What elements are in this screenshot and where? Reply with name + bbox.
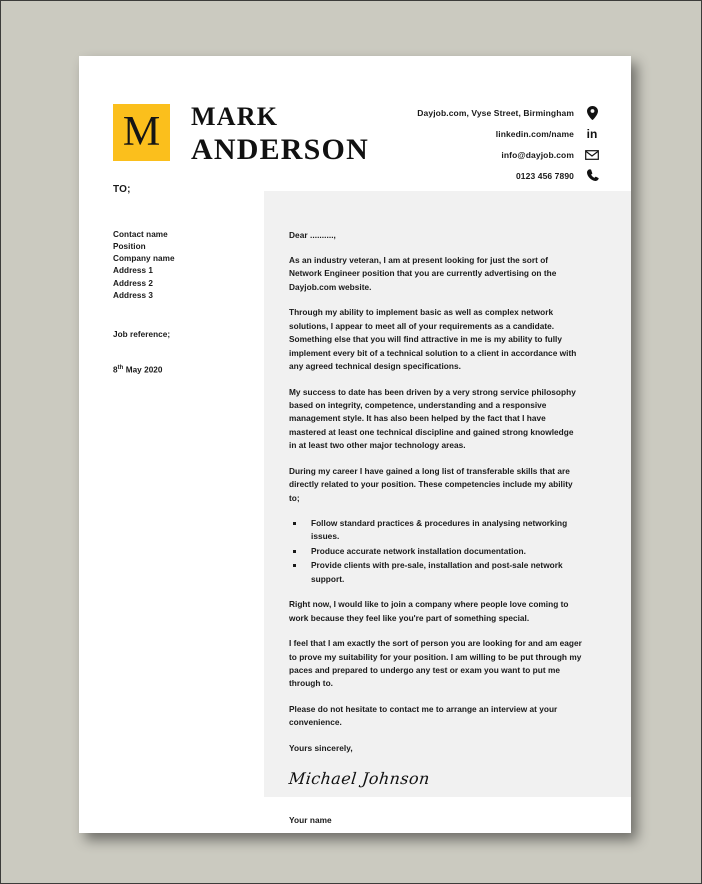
- letter-content: [289, 230, 582, 825]
- letter-paragraph: During my career I have gained a long list of transferable skills that are directly related to your position. These competencies include my ability to;: [289, 465, 573, 503]
- letter-paragraph: Right now, I would like to join a company where people love coming to work because they feel like you're part of something special.: [289, 599, 569, 623]
- monogram-letter: M: [122, 108, 161, 155]
- list-item: Provide clients with pre-sale, installation and post-sale network support.: [289, 559, 582, 586]
- date-suffix: th: [117, 364, 124, 371]
- letter-paragraph: Through my ability to implement basic as well as complex network solutions, I appear to meet all of your requirements as a candidate. Something else that you will find attractive in me is my ability to fully implement every bit of a technical solution to a client in accordance with any agreed technical design specifications.: [289, 307, 577, 372]
- cover-letter-page: [79, 56, 631, 833]
- address-line: Address 1: [113, 266, 154, 276]
- applicant-name: [191, 102, 369, 166]
- your-name-placeholder: Your name: [289, 814, 332, 825]
- linkedin-icon: in: [586, 126, 598, 141]
- salutation: Dear ..........,: [289, 230, 336, 240]
- applicant-first-name: MARK: [191, 102, 279, 131]
- address-line: Address 3: [113, 290, 154, 300]
- contact-details: [349, 104, 599, 188]
- letter-paragraph: As an industry veteran, I am at present looking for just the sort of Network Engineer position that you are currently advertising on the Dayjob.com website.: [289, 255, 557, 292]
- date-day: 8: [113, 365, 118, 375]
- contact-row-linkedin[interactable]: [349, 125, 599, 142]
- phone-icon: [585, 169, 599, 183]
- letter-paragraph: My success to date has been driven by a very strong service philosophy based on integrity, competence, understanding and a responsive management style. It has also been helped by the fact that I have mastered at least one technical discipline and gained strong knowledge in at least two other major technology areas.: [289, 386, 576, 451]
- contact-row-email[interactable]: [349, 146, 599, 163]
- applicant-last-name: ANDERSON: [191, 132, 369, 166]
- contact-row-phone: [349, 167, 599, 184]
- address-line: Address 2: [113, 278, 154, 288]
- signature: Michael Johnson: [288, 768, 431, 788]
- recipient-block: [113, 184, 273, 375]
- letter-paragraph: Please do not hesitate to contact me to arrange an interview at your convenience.: [289, 703, 558, 728]
- location-pin-icon: [585, 106, 599, 120]
- letter-header: [79, 56, 631, 191]
- envelope-icon: [585, 148, 599, 162]
- competency-list: [289, 517, 582, 586]
- contact-row-address: [349, 104, 599, 121]
- address-line: Contact name: [113, 230, 168, 239]
- to-label: TO;: [113, 184, 131, 195]
- letter-paragraph: I feel that I am exactly the sort of person you are looking for and am eager to prove my suitability for your position. I am willing to be put through my paces and prepared to undergo any test or exam you want to put me through to.: [289, 638, 582, 689]
- address-line: Company name: [113, 254, 175, 264]
- contact-email-text: info@dayjob.com: [501, 149, 574, 160]
- date-rest: May 2020: [123, 365, 163, 375]
- monogram-logo: [113, 104, 170, 161]
- contact-linkedin-text: linkedin.com/name: [495, 128, 574, 139]
- letter-date: [113, 365, 273, 375]
- sign-off: Yours sincerely,: [289, 742, 353, 753]
- contact-phone-text: 0123 456 7890: [515, 170, 574, 181]
- contact-address-text: Dayjob.com, Vyse Street, Birmingham: [417, 107, 574, 118]
- letter-body-panel: [264, 191, 631, 825]
- list-item: Follow standard practices & procedures in analysing networking issues.: [289, 517, 582, 544]
- list-item: Produce accurate network installation documentation.: [289, 545, 582, 558]
- address-line: Position: [113, 242, 146, 252]
- recipient-address: [113, 229, 273, 302]
- job-reference-label: Job reference;: [113, 329, 171, 339]
